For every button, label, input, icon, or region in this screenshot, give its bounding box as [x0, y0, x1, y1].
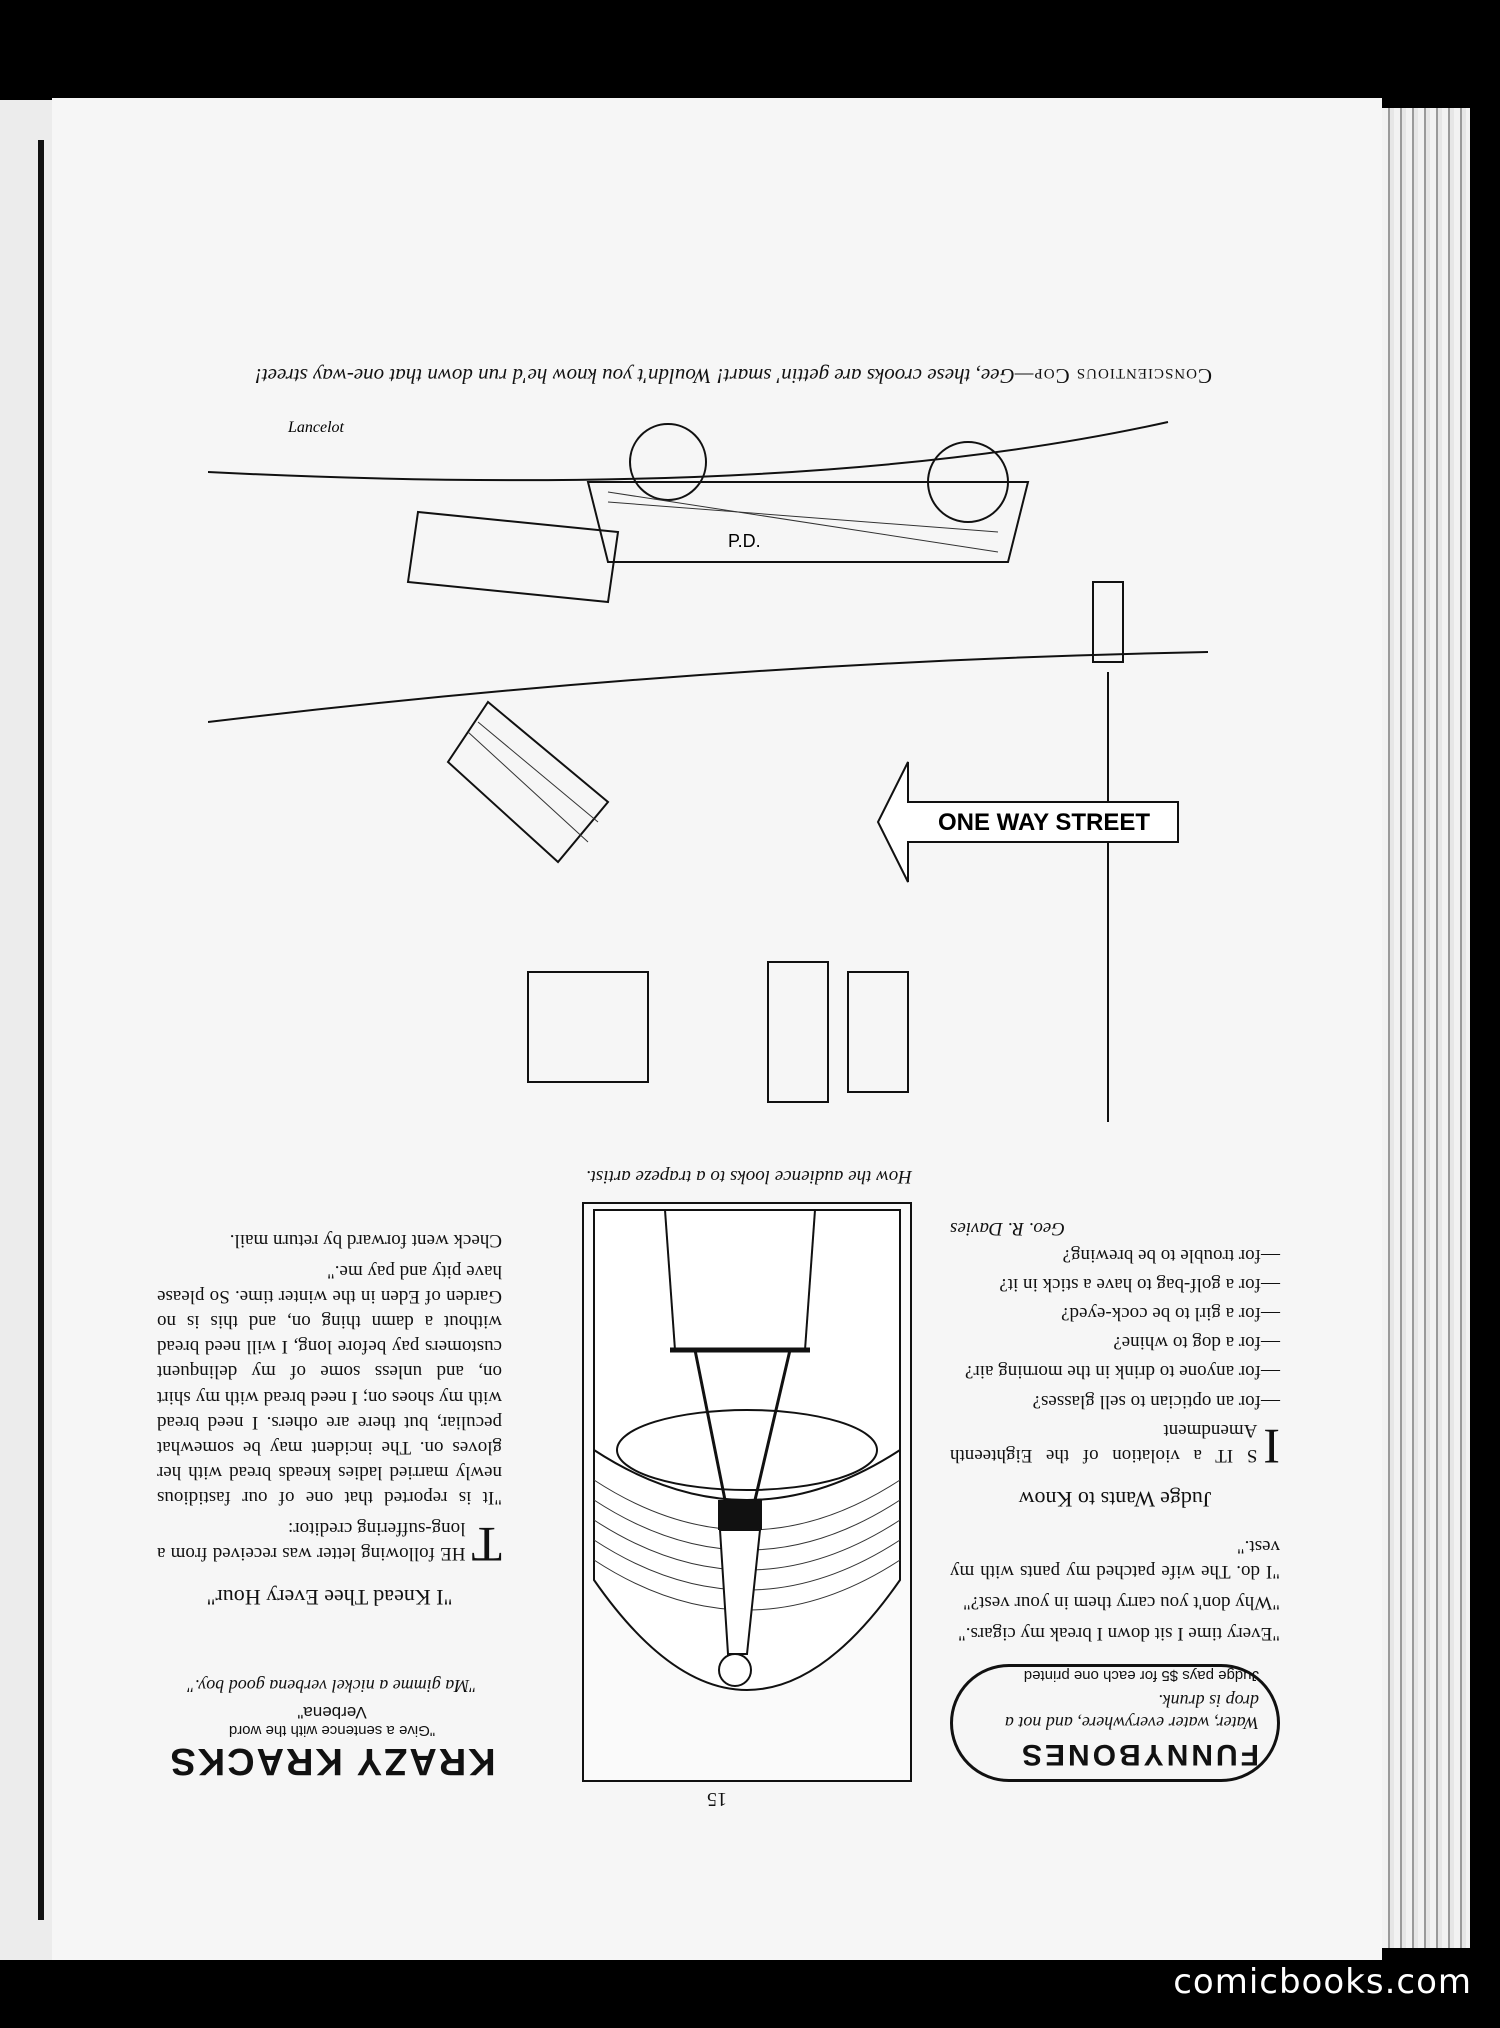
knead-paragraph-1 — [157, 1516, 502, 1573]
judge-question-2: —for anyone to drink in the morning air? — [964, 1361, 1280, 1383]
trapeze-illustration — [582, 1202, 912, 1782]
judge-question-1: —for an optician to sell glasses? — [1032, 1390, 1280, 1412]
column-right — [157, 1228, 502, 1782]
funnybones-footer: Judge pays $5 for each one printed — [1023, 1666, 1259, 1684]
car-plate-text: P.D. — [728, 531, 761, 551]
knead-paragraph-2: "It is reported that one of our fastidious newly married ladies kneads bread with her gloves on. The incident may be somewhat peculiar, but there are others. I need bread with my shoes on; I need bread with my shirt on, and unless some of my delinquent customers pay before long, I will need bread without a damn thing on, and this is no Garden of Eden in the winter time. So please have pity and pay me." — [157, 1261, 502, 1508]
page-number: 15 — [707, 1788, 727, 1810]
joke-line-2: "Why don't you carry them in your vest?" — [962, 1591, 1280, 1613]
trapeze-drawing — [584, 1204, 910, 1780]
funnybones-title: FUNNYBONES — [1018, 1738, 1259, 1771]
judge-heading: Judge Wants to Know — [1018, 1486, 1212, 1512]
cartoon-caption-body: —Gee, these crooks are gettin' smart! Wouldn't you know he'd run down that one-way street! — [254, 364, 1034, 388]
judge-question-6: —for trouble to be brewing? — [1062, 1245, 1280, 1267]
watermark: comicbooks.com — [1173, 1962, 1472, 2002]
funnybones-joke: Water, water everywhere, and not a drop is drunk. — [1004, 1691, 1259, 1733]
knead-dropcap: T — [471, 1517, 502, 1573]
column-middle — [552, 1163, 912, 1782]
upside-down-content — [52, 98, 1382, 1960]
page-edges — [1382, 108, 1470, 1948]
cartoon-drawing — [208, 402, 1208, 1122]
judge-question-5: —for a golf-bag to have a stick in it? — [999, 1274, 1280, 1296]
column-left — [950, 1217, 1280, 1782]
judge-intro — [950, 1418, 1280, 1475]
trapeze-caption: How the audience looks to a trapeze artist. — [585, 1166, 912, 1187]
knead-paragraph-3: Check went forward by return mail. — [229, 1230, 502, 1252]
joke-line-3: "I do. The wife patched my pants with my vest." — [950, 1535, 1280, 1582]
judge-dropcap: I — [1263, 1418, 1280, 1475]
one-way-street-cartoon — [208, 402, 1208, 1122]
krazy-kracks-prompt: "Give a sentence with the word — [228, 1722, 436, 1739]
krazy-kracks-word: Verbena" — [297, 1703, 367, 1722]
joke-line-1: "Every time I sit down I break my cigars." — [957, 1623, 1280, 1644]
cartoon-caption-lead: Conscientious Cop — [1033, 364, 1212, 388]
judge-signature: Geo. R. Davies — [950, 1218, 1066, 1240]
one-way-sign-text: ONE WAY STREET — [938, 809, 1151, 836]
judge-question-4: —for a girl to be cock-eyed? — [1061, 1303, 1280, 1325]
krazy-kracks-box — [162, 1632, 502, 1782]
knead-heading: "I Knead Thee Every Hour" — [206, 1585, 453, 1610]
magazine-page — [52, 98, 1382, 1960]
cartoon-caption — [202, 362, 1212, 390]
krazy-kracks-answer: "Ma gimme a nickel verbena good boy." — [187, 1676, 477, 1696]
left-page-rule — [38, 140, 44, 1920]
funnybones-box — [950, 1664, 1280, 1782]
cartoonist-signature: Lancelot — [288, 419, 344, 436]
krazy-kracks-title: KRAZY KRACKS — [168, 1740, 496, 1782]
judge-intro-text: S IT a violation of the Eighteenth Amendment — [950, 1419, 1258, 1466]
knead-paragraph-1-text: HE following letter was received from a long-suffering creditor: — [157, 1517, 466, 1564]
judge-question-3: —for a dog to whine? — [1113, 1332, 1280, 1354]
